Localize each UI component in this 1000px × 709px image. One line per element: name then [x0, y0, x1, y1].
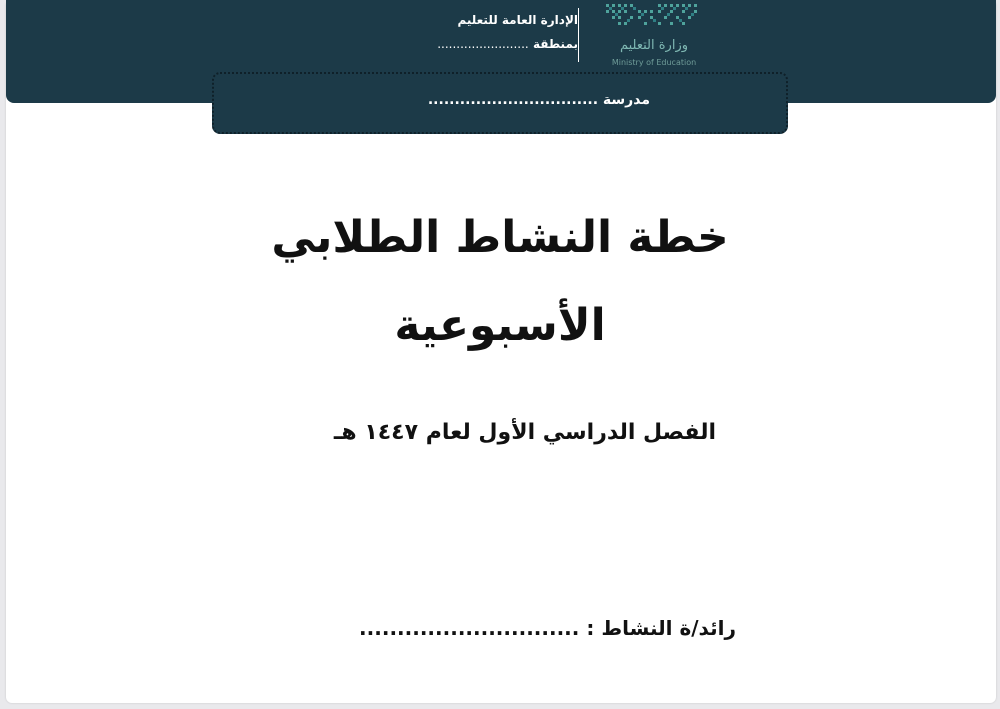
- logo-english-text: Ministry of Education: [611, 58, 697, 67]
- title-line-2: الأسبوعية: [394, 300, 606, 351]
- activity-leader-dots: .............................: [359, 616, 580, 640]
- header-divider: [578, 8, 579, 62]
- school-dots: ................................: [427, 92, 599, 108]
- semester-subtitle: الفصل الدراسي الأول لعام ١٤٤٧ هـ: [333, 420, 716, 445]
- title-line-1: خطة النشاط الطلابي: [271, 212, 729, 263]
- region-dots: ........................: [437, 37, 529, 51]
- school-label: مدرسة: [602, 92, 650, 108]
- activity-leader-label: رائد/ة النشاط :: [586, 616, 736, 640]
- school-line: [428, 92, 650, 108]
- department-block: [378, 8, 578, 56]
- department-name: الإدارة العامة للتعليم: [457, 13, 578, 27]
- activity-leader-line: [359, 616, 736, 640]
- region-line: [378, 32, 578, 56]
- logo-arabic-text: وزارة التعليم: [619, 38, 689, 53]
- region-label: بمنطقة: [532, 37, 578, 51]
- school-name-box: [212, 72, 788, 134]
